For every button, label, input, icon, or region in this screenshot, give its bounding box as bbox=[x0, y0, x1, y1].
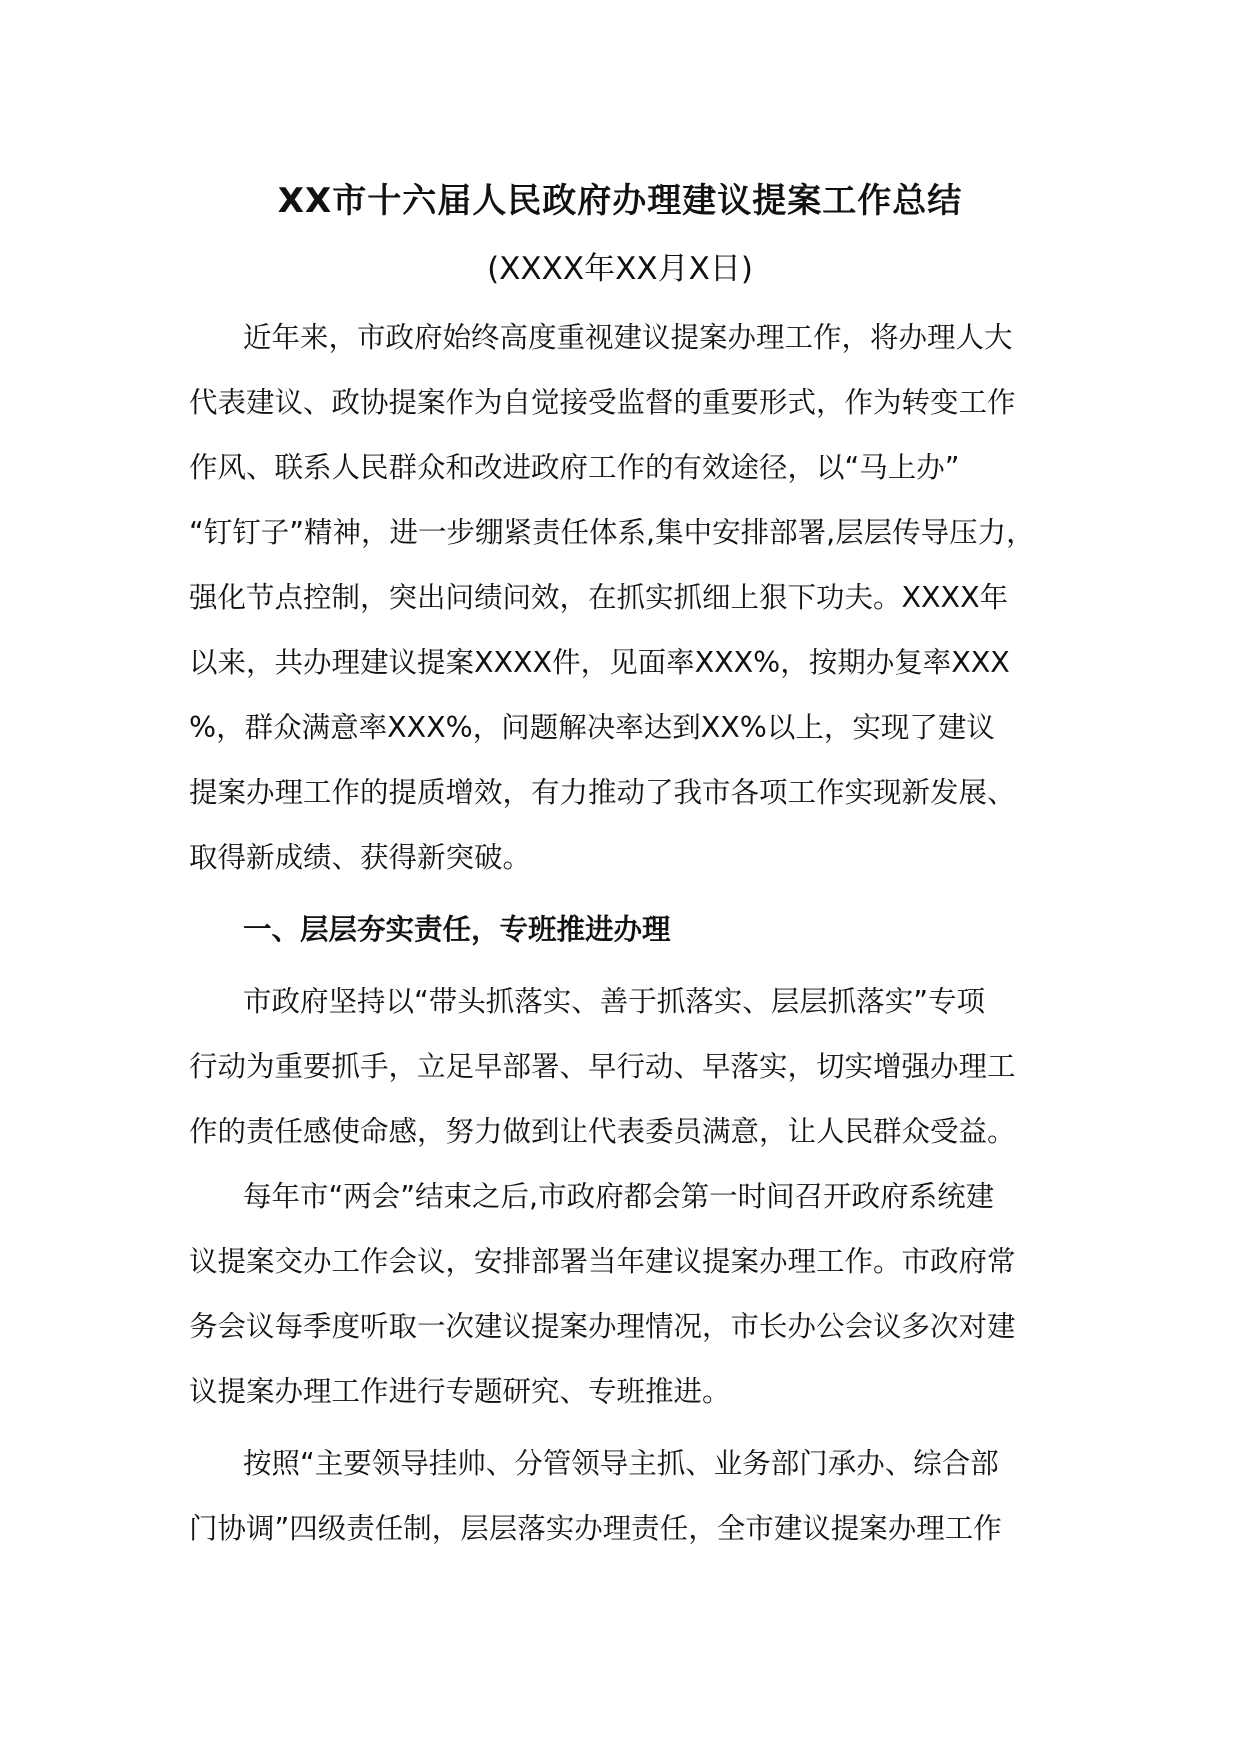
paragraph-line: 以来，共办理建议提案XXXX件，见面率XXX%，按期办复率XXX bbox=[189, 646, 1010, 679]
paragraph-line: 作风、联系人民群众和改进政府工作的有效途径，以“马上办” bbox=[189, 451, 960, 484]
paragraph-line: 作的责任感使命感，努力做到让代表委员满意，让人民群众受益。 bbox=[189, 1115, 1016, 1148]
paragraph-line: 按照“主要领导挂帅、分管领导主抓、业务部门承办、综合部 bbox=[243, 1447, 999, 1480]
paragraph-line: 市政府坚持以“带头抓落实、善于抓落实、层层抓落实”专项 bbox=[243, 985, 986, 1018]
paragraph-line: 取得新成绩、获得新突破。 bbox=[189, 841, 532, 874]
paragraph-line: 每年市“两会”结束之后,市政府都会第一时间召开政府系统建 bbox=[243, 1180, 995, 1213]
paragraph-line: 议提案交办工作会议，安排部署当年建议提案办理工作。市政府常 bbox=[189, 1245, 1016, 1278]
document-title: XX市十六届人民政府办理建议提案工作总结 bbox=[277, 181, 963, 221]
paragraph-line: 提案办理工作的提质增效，有力推动了我市各项工作实现新发展、 bbox=[189, 776, 1016, 809]
section-heading: 一、层层夯实责任，专班推进办理 bbox=[243, 913, 671, 946]
paragraph-line: %，群众满意率XXX%，问题解决率达到XX%以上，实现了建议 bbox=[189, 711, 995, 744]
paragraph-line: 代表建议、政协提案作为自觉接受监督的重要形式，作为转变工作 bbox=[189, 386, 1016, 419]
document-date: (XXXX年XX月X日) bbox=[487, 251, 753, 287]
paragraph-line: 近年来，市政府始终高度重视建议提案办理工作，将办理人大 bbox=[243, 321, 1013, 354]
paragraph-line: 行动为重要抓手，立足早部署、早行动、早落实，切实增强办理工 bbox=[189, 1050, 1016, 1083]
paragraph-line: “钉钉子”精神，进一步绷紧责任体系,集中安排部署,层层传导压力， bbox=[189, 516, 1035, 549]
paragraph-line: 门协调”四级责任制，层层落实办理责任，全市建议提案办理工作 bbox=[189, 1512, 1002, 1545]
paragraph-line: 议提案办理工作进行专题研究、专班推进。 bbox=[189, 1375, 731, 1408]
paragraph-line: 务会议每季度听取一次建议提案办理情况，市长办公会议多次对建 bbox=[189, 1310, 1016, 1343]
paragraph-line: 强化节点控制，突出问绩问效，在抓实抓细上狠下功夫。XXXX年 bbox=[189, 581, 1009, 614]
